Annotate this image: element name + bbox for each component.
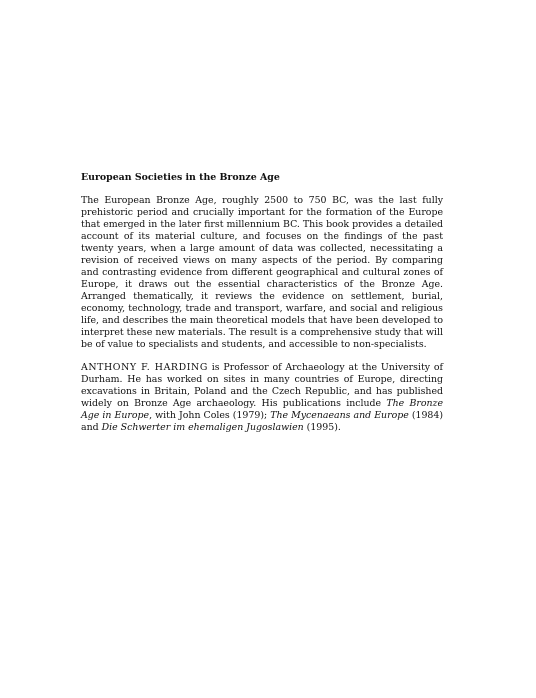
bio-text-2: , with John Coles (1979); (149, 410, 271, 421)
bio-text-1: is Professor of Archaeology at the University of Durham. He has worked on sites in many countries of Europe, directing excavations in Britain, Poland and the Czech Republic, and has published widely on Bronze Age archaeology. His publications include (81, 362, 443, 409)
bio-book-2: The Mycenaeans and Europe (270, 410, 409, 421)
bio-book-3: Die Schwerter im ehemaligen Jugoslawien (101, 422, 304, 433)
author-name: ANTHONY F. HARDING (81, 362, 208, 373)
bio-text-4: (1995). (303, 422, 341, 433)
author-biography (81, 362, 443, 434)
page-content (81, 172, 443, 445)
book-description: The European Bronze Age, roughly 2500 to 750 BC, was the last fully prehistoric period and crucially important for the formation of the Europe that emerged in the later first millennium BC. This book provides a detailed account of its material culture, and focuses on the findings of the past twenty years, when a large amount of data was collected, necessitating a revision of received views on many aspects of the period. By comparing and contrasting evidence from different geographical and cultural zones of Europe, it draws out the essential characteristics of the Bronze Age. Arranged thematically, it reviews the evidence on settlement, burial, economy, technology, trade and transport, warfare, and social and religious life, and describes the main theoretical models that have been developed to interpret these new materials. The result is a comprehensive study that will be of value to specialists and students, and accessible to non-specialists. (81, 195, 443, 350)
book-title: European Societies in the Bronze Age (81, 172, 280, 183)
bio-text-3: (1984) and (81, 410, 444, 433)
bio-book-1: The Bronze Age in Europe (81, 398, 443, 421)
